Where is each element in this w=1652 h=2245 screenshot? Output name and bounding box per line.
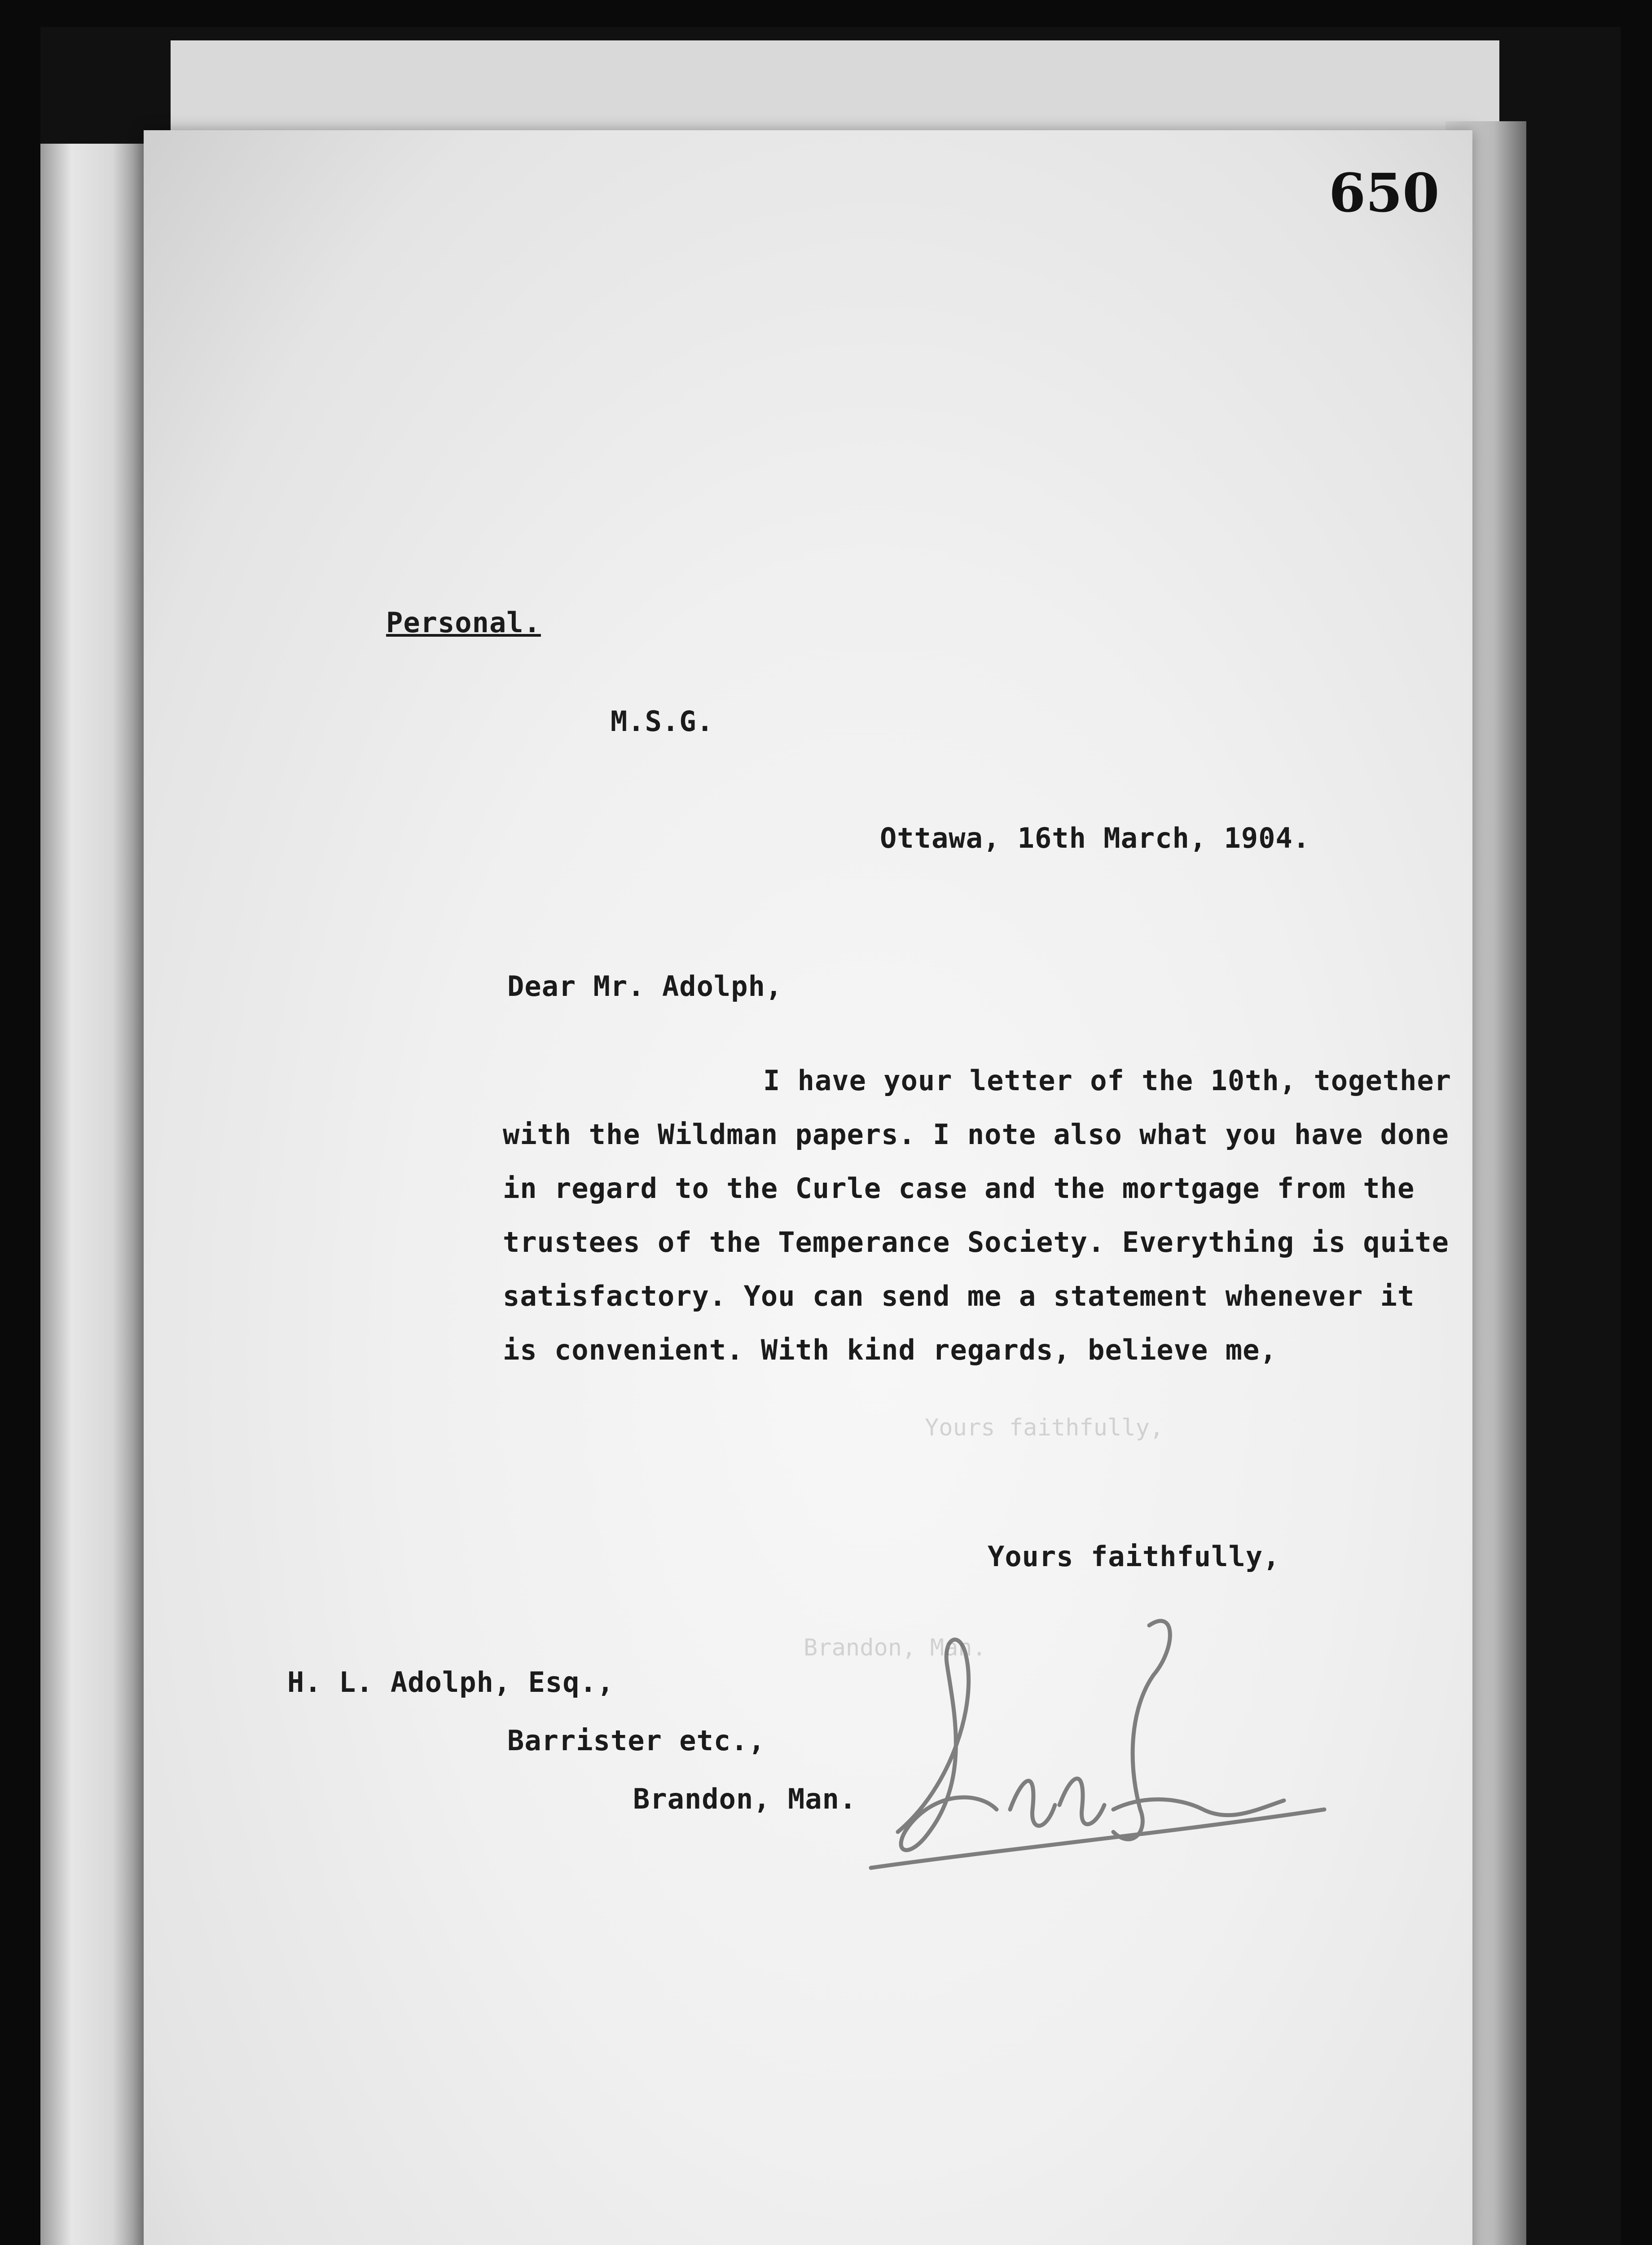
letter-body-line: is convenient. With kind regards, believe me,: [503, 1334, 1277, 1366]
page-number: 650: [1329, 162, 1440, 224]
letter-initials: M.S.G.: [611, 705, 714, 738]
letter-dateline: Ottawa, 16th March, 1904.: [880, 822, 1310, 854]
letter-body-line: with the Wildman papers. I note also what you have done: [503, 1118, 1449, 1151]
letter-salutation: Dear Mr. Adolph,: [507, 970, 783, 1003]
recipient-place: Brandon, Man.: [633, 1783, 857, 1815]
letter-body-line: satisfactory. You can send me a statement whenever it: [503, 1280, 1415, 1312]
letter-body-line: in regard to the Curle case and the mortgage from the: [503, 1172, 1415, 1205]
recipient-title: Barrister etc.,: [507, 1724, 765, 1757]
letter-body-line: I have your letter of the 10th, together: [763, 1064, 1452, 1097]
letter-heading: Personal.: [386, 606, 541, 639]
recipient-name: H. L. Adolph, Esq.,: [287, 1666, 615, 1699]
ghost-closing: Yours faithfully,: [925, 1414, 1164, 1441]
handwritten-signature: [862, 1598, 1333, 1904]
letter-closing: Yours faithfully,: [988, 1540, 1280, 1573]
letter-body-line: trustees of the Temperance Society. Everything is quite: [503, 1226, 1449, 1259]
ghost-place: Brandon, Man.: [804, 1634, 986, 1661]
left-paper-strip: [40, 144, 144, 2245]
